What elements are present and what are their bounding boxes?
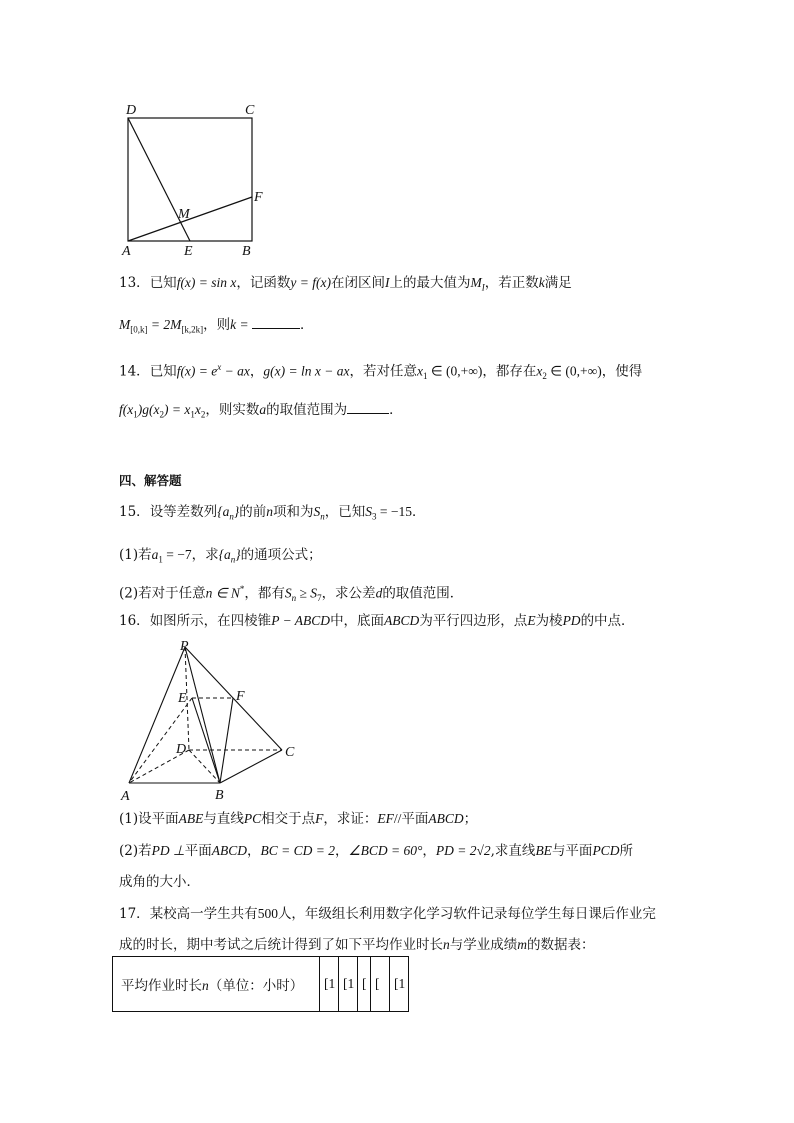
pyramid-figure <box>116 638 306 804</box>
q16-parallel: // <box>393 811 402 826</box>
label-E: E <box>178 691 187 706</box>
q16-text: ， <box>247 843 261 859</box>
q13-formula-f: f(x) = sin x <box>176 275 237 290</box>
q15-value: = −15 <box>376 504 412 519</box>
q17-text: 某校高一学生共有 <box>149 906 258 922</box>
q16-point: F <box>315 811 324 826</box>
table-cell: [ <box>371 957 390 1012</box>
q13-formula-y: y = f(x) <box>290 275 331 290</box>
q17-text: 人，年级组长利用数字化学习软件记录每位学生每日课后作业完 <box>277 906 656 922</box>
pyramid-diagram-svg <box>116 638 306 804</box>
segment-EB <box>192 698 220 783</box>
q17-text: 成的时长，期中考试之后统计得到了如下平均作业时长 <box>119 937 443 953</box>
q13-text: ，则 <box>203 317 231 333</box>
q16-plane: ABE <box>178 811 204 826</box>
q13-line-2 <box>119 314 313 340</box>
q13-sub: [k,2k] <box>181 324 204 335</box>
q15-sub: 1 <box>158 554 163 565</box>
q14-interval: ∈ (0,+∞) <box>546 363 602 379</box>
label-C: C <box>245 103 255 118</box>
q16-text: 如图所示，在四棱锥 <box>149 613 272 629</box>
q13-text: ，记函数 <box>236 275 291 291</box>
q16-plane: ABCD <box>428 811 464 826</box>
q14-var: x <box>416 363 423 379</box>
q14-interval: ∈ (0,+∞) <box>427 363 483 379</box>
q16-text: 的中点． <box>580 613 635 629</box>
q14-sub: 1 <box>133 409 138 420</box>
q14-text: ，使得 <box>601 363 643 380</box>
q13-var-k: k <box>538 275 545 290</box>
q16-point: E <box>527 613 536 628</box>
q17-var: m <box>517 937 527 952</box>
question-number: 17． <box>119 906 150 922</box>
label-M: M <box>178 207 190 222</box>
question-number: 15． <box>119 504 150 520</box>
square-outline <box>128 118 252 241</box>
edge-BC <box>220 750 282 783</box>
q16-text: 相交于点 <box>261 811 316 827</box>
q16-cond: PD = 2√2 <box>435 843 491 858</box>
q15-text: ． <box>411 504 426 520</box>
square-diagram-svg <box>118 100 278 260</box>
q16-text: 平面 <box>401 811 429 827</box>
q13-var-I: I <box>385 275 390 290</box>
q15-seq: {a <box>218 547 231 562</box>
q16-line: PC <box>243 811 262 826</box>
part-number: (2) <box>119 843 139 859</box>
label-A: A <box>121 789 130 804</box>
q14-text: ，都存在 <box>482 363 537 380</box>
q14-sub: 2 <box>200 409 206 420</box>
q16-text: ； <box>463 811 478 827</box>
q15-sub: n <box>230 554 236 565</box>
q16-cond: ∠BCD = 60° <box>348 843 423 858</box>
q14-text: ，若对任意 <box>349 363 417 380</box>
q17-text: 的数据表： <box>527 937 595 953</box>
part-number: (1) <box>119 811 139 827</box>
q14-line-1 <box>119 357 642 386</box>
q14-sub: 1 <box>190 409 195 420</box>
q15-text: 设等差数列 <box>149 504 218 520</box>
q13-text: 在闭区间 <box>331 275 385 291</box>
label-P: P <box>180 639 189 654</box>
q16-text: 与直线 <box>203 811 244 827</box>
q17-count: 500 <box>257 906 278 921</box>
q16-part-2 <box>119 841 633 861</box>
q14-text: ， <box>249 363 264 380</box>
segment-EA <box>129 698 192 783</box>
q16-text: ,求直线 <box>490 843 536 859</box>
q14-formula-f: f(x) = e <box>176 363 218 379</box>
label-C: C <box>285 745 295 760</box>
data-table <box>112 956 409 1012</box>
edge-PA <box>129 647 185 783</box>
q16-cond: PD ⊥ <box>151 843 185 858</box>
q13-sub: I <box>481 282 485 293</box>
q16-text: 平面 <box>184 843 212 859</box>
q16-text: ， <box>335 843 349 859</box>
q15-var: S <box>284 585 292 601</box>
q14-sub: 1 <box>422 371 428 382</box>
answer-blank <box>252 314 300 329</box>
q13-line-1 <box>119 273 572 298</box>
q16-segment: EF <box>377 811 394 826</box>
q15-seq: } <box>235 547 241 562</box>
q15-text: ，求公差 <box>321 585 376 602</box>
q13-eq: = 2M <box>147 317 182 332</box>
q15-var-d: d <box>375 585 383 601</box>
q16-text: 成角的大小． <box>119 874 200 890</box>
q16-text: 与平面 <box>551 843 593 859</box>
table-row <box>113 957 409 1012</box>
q16-edge: PD <box>562 613 581 628</box>
q16-plane: ABCD <box>211 843 248 858</box>
q15-text: ，都有 <box>244 585 285 602</box>
label-D: D <box>126 103 137 118</box>
q14-text: 的取值范围为 <box>266 402 348 418</box>
q15-text: ，已知 <box>324 504 366 520</box>
q15-var: S <box>365 504 372 519</box>
q15-var: a <box>151 547 159 562</box>
q16-text: ，求证： <box>323 811 378 827</box>
q15-sup: * <box>239 584 245 594</box>
q15-var: n ∈ N <box>205 585 240 601</box>
q13-text: ． <box>299 317 314 333</box>
q15-text: 的通项公式； <box>240 547 322 563</box>
q15-text: 的前 <box>239 504 267 520</box>
label-F: F <box>254 190 263 205</box>
q15-text: ，求 <box>191 547 219 563</box>
q17-var: n <box>443 937 450 952</box>
q14-sub: 2 <box>159 409 164 420</box>
q16-plane: PCD <box>592 843 620 858</box>
q14-var-a: a <box>259 402 267 417</box>
edge-PB <box>185 647 220 783</box>
table-header-text: 平均作业时长 <box>121 978 202 994</box>
q16-text: 若 <box>138 843 152 859</box>
q15-text: 若 <box>138 547 152 563</box>
q13-text: ，若正数 <box>484 275 539 291</box>
table-cell: [ <box>358 957 371 1012</box>
q16-text: 为平行四边形，点 <box>419 613 528 629</box>
q15-seq: {a <box>217 504 230 519</box>
q17-line-2 <box>119 935 595 955</box>
q16-part-1 <box>119 809 477 829</box>
q14-eq: f(x <box>119 402 134 417</box>
q15-text: 项和为 <box>273 504 314 520</box>
q16-text: 所 <box>619 843 633 859</box>
q15-sub: n <box>320 511 325 522</box>
table-cell: [1 <box>390 957 409 1012</box>
q14-text: ． <box>389 402 403 418</box>
q14-eq: )g(x <box>137 402 160 417</box>
section-heading: 四、解答题 <box>119 473 182 488</box>
label-B: B <box>215 788 224 803</box>
q15-line-1 <box>119 502 425 527</box>
q15-var: S <box>313 504 321 519</box>
q15-part-1 <box>119 545 322 570</box>
q14-sub: 2 <box>542 371 547 382</box>
label-D: D <box>176 742 187 757</box>
table-header-unit: （单位：小时） <box>208 978 304 994</box>
q13-var-k: k = <box>230 317 252 332</box>
q16-text: 设平面 <box>138 811 179 827</box>
part-number: (2) <box>119 585 139 602</box>
q13-text: 已知 <box>149 275 177 291</box>
table-cell: [1 <box>339 957 358 1012</box>
q15-text: 若对于任意 <box>138 585 206 602</box>
q14-text: 已知 <box>149 363 177 380</box>
table-header-var: n <box>202 978 209 993</box>
q16-text: 中，底面 <box>330 613 385 629</box>
label-A: A <box>122 244 131 259</box>
table-header-cell <box>113 957 320 1012</box>
q16-cond: BC = CD = 2 <box>260 843 335 858</box>
q16-solid: P − ABCD <box>271 613 331 628</box>
q13-text: 上的最大值为 <box>389 275 471 291</box>
q14-text: ，则实数 <box>205 402 260 418</box>
q15-value: = −7 <box>162 547 192 562</box>
label-B: B <box>242 244 251 259</box>
label-E: E <box>184 244 193 259</box>
q17-text: 与学业成绩 <box>449 937 518 953</box>
q14-eq: ) = x <box>163 402 191 417</box>
q15-part-2 <box>119 579 463 608</box>
q14-sup: x <box>217 362 222 372</box>
question-number: 14． <box>119 363 150 380</box>
q15-sub: n <box>229 511 234 522</box>
q14-var: x <box>536 363 543 379</box>
table-cell: [1 <box>320 957 339 1012</box>
q16-part-2-cont <box>119 872 200 892</box>
q16-text: ， <box>422 843 436 859</box>
q16-line-1 <box>119 611 635 631</box>
q14-line-2 <box>119 399 403 425</box>
q15-var: n <box>266 504 273 519</box>
q15-text: 的取值范围． <box>382 585 464 602</box>
question-number: 13． <box>119 275 150 291</box>
q16-line: BE <box>535 843 552 858</box>
q13-sub: [0,k] <box>130 324 148 335</box>
q15-sub: 3 <box>372 511 377 522</box>
q14-formula-g: g(x) = ln x − ax <box>263 363 350 379</box>
q13-text: 满足 <box>544 275 572 291</box>
q14-formula-f: − ax <box>221 363 250 379</box>
q13-var-M: M <box>470 275 482 290</box>
segment-FB <box>220 698 233 783</box>
question-number: 16． <box>119 613 150 629</box>
q15-ineq: ≥ S <box>296 585 318 601</box>
q15-seq: } <box>233 504 240 519</box>
q16-base: ABCD <box>384 613 420 628</box>
part-number: (1) <box>119 547 139 563</box>
q17-line-1 <box>119 904 656 924</box>
label-F: F <box>236 689 245 704</box>
q15-sub: n <box>291 593 297 604</box>
q16-text: 为棱 <box>535 613 563 629</box>
q13-eq: M <box>119 317 131 332</box>
q15-sub: 7 <box>317 593 322 604</box>
answer-blank <box>347 399 389 414</box>
segment-AF <box>128 197 252 241</box>
q14-eq: x <box>194 402 201 417</box>
square-figure <box>118 100 278 260</box>
